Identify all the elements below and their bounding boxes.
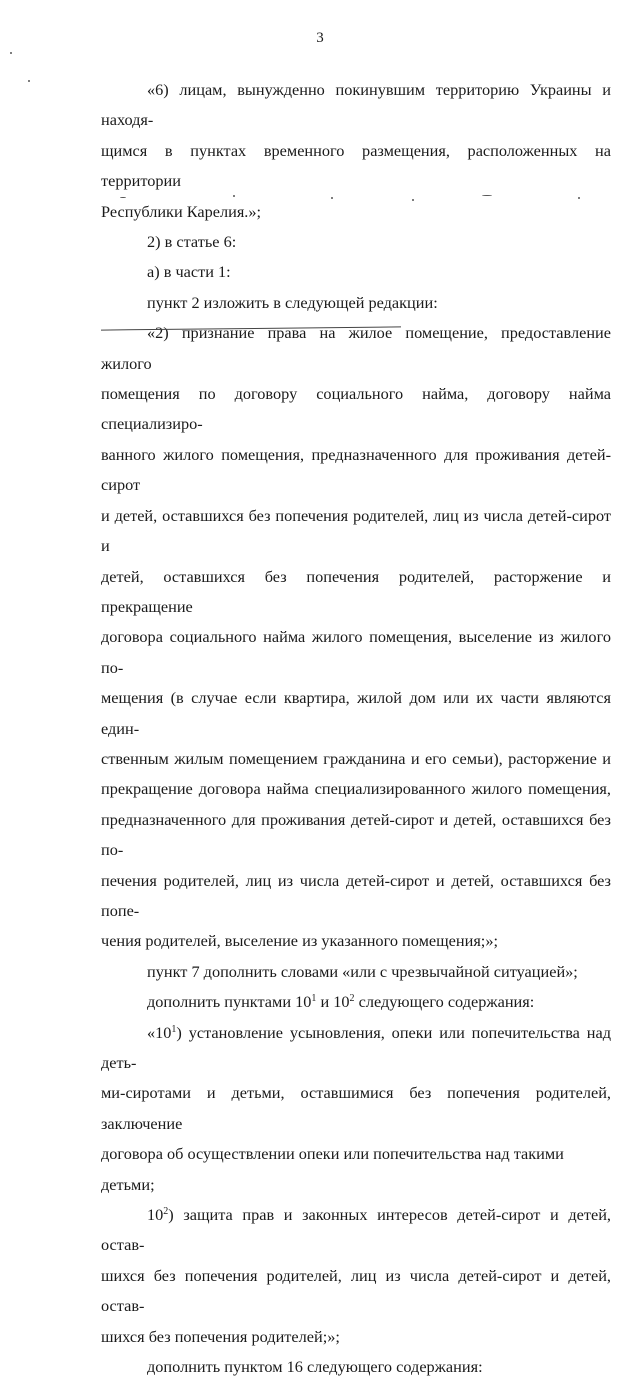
text-fragment: 10 xyxy=(147,1205,164,1225)
text-line: ванного жилого помещения, предназначенного для проживания детей-сирот xyxy=(101,444,611,495)
superscript: 2 xyxy=(163,1206,169,1218)
text-fragment: ) защита прав и законных интересов детей-сирот и детей, остав- xyxy=(101,1205,611,1255)
text-line: печения родителей, лиц из числа детей-сирот и детей, оставшихся без попе- xyxy=(101,870,611,920)
text-line-supplement xyxy=(101,987,611,1017)
text-fragment: дополнить пунктами 10 xyxy=(147,992,312,1012)
text-line: детей, оставшихся без попечения родителей, расторжение и прекращение xyxy=(101,566,611,616)
text-line: а) в части 1: xyxy=(147,262,231,282)
text-line: ственным жилым помещением гражданина и его семьи), расторжение и xyxy=(101,748,611,768)
item-10-1-line xyxy=(101,1018,611,1079)
item-10-2-line xyxy=(101,1200,611,1261)
superscript: 1 xyxy=(311,993,317,1005)
superscript: 2 xyxy=(349,993,355,1005)
text-line: и детей, оставшихся без попечения родителей, лиц из числа детей-сирот и xyxy=(101,505,611,556)
text-line: шихся без попечения родителей, лиц из числа детей-сирот и детей, остав- xyxy=(101,1265,611,1316)
text-line: предназначенного для проживания детей-сирот и детей, оставшихся без по- xyxy=(101,809,611,860)
text-fragment: ) установление усыновления, опеки или попечительства над деть- xyxy=(101,1022,611,1072)
text-line: ми-сиротами и детьми, оставшимися без попечения родителей, заключение xyxy=(101,1083,611,1133)
text-line: чения родителей, выселение из указанного помещения;»; xyxy=(101,931,498,951)
text-line: прекращение договора найма специализированного жилого помещения, xyxy=(101,779,611,799)
text-fragment: следующего содержания: xyxy=(354,992,535,1012)
text-line: пункт 2 изложить в следующей редакции: xyxy=(147,292,438,312)
text-line: договора социального найма жилого помещения, выселение из жилого по- xyxy=(101,627,611,677)
text-fragment: и 10 xyxy=(316,992,350,1012)
text-line: помещения по договору социального найма, договору найма специализиро- xyxy=(101,384,611,434)
text-line: пункт 7 дополнить словами «или с чрезвычайной ситуацией»; xyxy=(147,961,578,981)
text-line: 2) в статье 6: xyxy=(147,232,237,252)
text-line: дополнить пунктом 16 следующего содержания: xyxy=(147,1357,483,1377)
text-fragment: «10 xyxy=(147,1022,172,1042)
text-line: мещения (в случае если квартира, жилой дом или их части являются един- xyxy=(101,688,611,738)
document-body xyxy=(101,75,611,1382)
text-line: договора об осуществлении опеки или попечительства над такими детьми; xyxy=(101,1144,564,1194)
text-line: Республики Карелия.»; xyxy=(101,201,262,221)
text-line: «2) признание права на жилое помещение, предоставление жилого xyxy=(101,323,611,373)
text-line: «6) лицам, вынужденно покинувшим территорию Украины и находя- xyxy=(101,80,611,130)
text-line: шихся без попечения родителей;»; xyxy=(101,1326,340,1346)
page-number: 3 xyxy=(316,30,324,46)
superscript: 1 xyxy=(171,1023,177,1035)
text-line: щимся в пунктах временного размещения, расположенных на территории xyxy=(101,140,611,191)
